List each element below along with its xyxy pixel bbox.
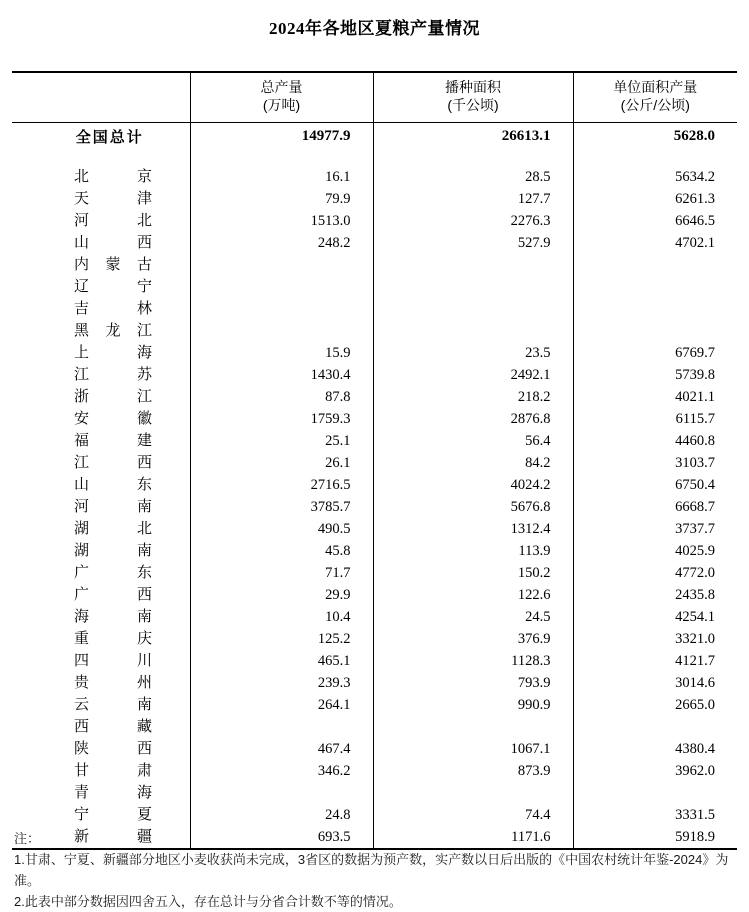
row-total-output: [190, 782, 373, 804]
row-total-output: 87.8: [190, 386, 373, 408]
column-header-yield: [573, 72, 737, 122]
row-region-name: [12, 694, 190, 716]
column-header-sown-area-unit: (千公顷): [447, 96, 499, 113]
table-row: [12, 672, 737, 694]
row-yield: 5634.2: [573, 166, 737, 188]
region-label: 四川: [74, 651, 152, 669]
region-label: 河北: [74, 211, 152, 229]
row-total-output: [190, 254, 373, 276]
row-yield: 3331.5: [573, 804, 737, 826]
table-row: [12, 254, 737, 276]
row-total-output: 125.2: [190, 628, 373, 650]
region-label: 甘肃: [74, 761, 152, 779]
row-region-name: [12, 232, 190, 254]
row-total-output: 248.2: [190, 232, 373, 254]
row-yield: 5918.9: [573, 826, 737, 849]
row-region-name: [12, 496, 190, 518]
row-sown-area: 1128.3: [373, 650, 573, 672]
row-total-output: 26.1: [190, 452, 373, 474]
table-row: [12, 320, 737, 342]
region-label: 山东: [74, 475, 152, 493]
row-total-output: 693.5: [190, 826, 373, 849]
column-header-sown-area-name: 播种面积: [445, 79, 501, 95]
row-region-name: [12, 452, 190, 474]
region-label: 江西: [74, 453, 152, 471]
row-yield: 3962.0: [573, 760, 737, 782]
row-region-name: [12, 672, 190, 694]
row-region-name: [12, 430, 190, 452]
table-row: [12, 386, 737, 408]
row-total-output: 2716.5: [190, 474, 373, 496]
row-total-output: 45.8: [190, 540, 373, 562]
row-yield: 6115.7: [573, 408, 737, 430]
note-item-2: 2.此表中部分数据因四舍五入，存在总计与分省合计数不等的情况。: [14, 894, 402, 910]
table-row: [12, 496, 737, 518]
row-sown-area: 122.6: [373, 584, 573, 606]
row-total-output: [190, 276, 373, 298]
row-sown-area: 1067.1: [373, 738, 573, 760]
row-sown-area: 2876.8: [373, 408, 573, 430]
region-label: 江苏: [74, 365, 152, 383]
row-yield: 2665.0: [573, 694, 737, 716]
region-label: 黑龙江: [74, 321, 152, 339]
national-total-label: 全国总计: [75, 128, 144, 146]
row-yield: 4702.1: [573, 232, 737, 254]
row-sown-area: 150.2: [373, 562, 573, 584]
row-region-name: [12, 254, 190, 276]
table-row: [12, 474, 737, 496]
row-sown-area: 23.5: [373, 342, 573, 364]
row-region-name: [12, 342, 190, 364]
row-sown-area: 1171.6: [373, 826, 573, 849]
row-region-name: [12, 650, 190, 672]
row-yield: 4254.1: [573, 606, 737, 628]
row-yield: 4025.9: [573, 540, 737, 562]
region-label: 湖北: [74, 519, 152, 537]
row-yield: 3737.7: [573, 518, 737, 540]
row-yield: 6646.5: [573, 210, 737, 232]
table-row: [12, 276, 737, 298]
region-label: 湖南: [74, 541, 152, 559]
row-yield: [573, 716, 737, 738]
row-sown-area: [373, 782, 573, 804]
table-row: [12, 628, 737, 650]
region-label: 上海: [74, 343, 152, 361]
row-yield: 3321.0: [573, 628, 737, 650]
row-region-name: [12, 562, 190, 584]
region-label: 内蒙古: [74, 255, 152, 273]
row-sown-area: 873.9: [373, 760, 573, 782]
row-total-output: 239.3: [190, 672, 373, 694]
table-row: [12, 232, 737, 254]
table-notes: [14, 828, 736, 912]
column-header-yield-name: 单位面积产量: [613, 79, 698, 95]
row-total-output: 25.1: [190, 430, 373, 452]
row-yield: 6261.3: [573, 188, 737, 210]
spacer-cell-output: [190, 152, 373, 166]
row-total-output: 264.1: [190, 694, 373, 716]
note-item-1: 1.甘肃、宁夏、新疆部分地区小麦收获尚未完成，3省区的数据为预产数，实产数以日后出版的《中国农村统计年鉴-2024》为准。: [14, 852, 729, 889]
row-total-output: 24.8: [190, 804, 373, 826]
row-total-output: 465.1: [190, 650, 373, 672]
row-sown-area: 56.4: [373, 430, 573, 452]
row-region-name: [12, 540, 190, 562]
page-title: 2024年各地区夏粮产量情况: [269, 19, 480, 38]
row-total-output: [190, 298, 373, 320]
region-label: 福建: [74, 431, 152, 449]
table-row-national-total: [12, 122, 737, 152]
region-label: 西藏: [74, 717, 152, 735]
region-label: 安徽: [74, 409, 152, 427]
region-label: 广东: [74, 563, 152, 581]
row-sown-area: 2276.3: [373, 210, 573, 232]
row-yield: [573, 254, 737, 276]
row-sown-area: [373, 276, 573, 298]
row-yield: 3014.6: [573, 672, 737, 694]
row-yield: 6668.7: [573, 496, 737, 518]
row-sown-area: 113.9: [373, 540, 573, 562]
table-row: [12, 430, 737, 452]
region-label: 云南: [74, 695, 152, 713]
row-total-output: 71.7: [190, 562, 373, 584]
region-label: 新疆: [74, 827, 152, 845]
column-header-total-output: [190, 72, 373, 122]
table-row: [12, 342, 737, 364]
row-sown-area: 28.5: [373, 166, 573, 188]
row-yield: 6769.7: [573, 342, 737, 364]
row-sown-area: 990.9: [373, 694, 573, 716]
row-region-name: [12, 716, 190, 738]
region-label: 河南: [74, 497, 152, 515]
row-region-name: [12, 804, 190, 826]
table-row: [12, 694, 737, 716]
national-total-yield: 5628.0: [573, 122, 737, 152]
row-sown-area: 4024.2: [373, 474, 573, 496]
row-total-output: 1513.0: [190, 210, 373, 232]
row-sown-area: 218.2: [373, 386, 573, 408]
table-row: [12, 760, 737, 782]
row-sown-area: 1312.4: [373, 518, 573, 540]
row-sown-area: [373, 716, 573, 738]
table-row: [12, 188, 737, 210]
row-sown-area: 376.9: [373, 628, 573, 650]
row-sown-area: 74.4: [373, 804, 573, 826]
spacer-cell-area: [373, 152, 573, 166]
row-region-name: [12, 320, 190, 342]
column-header-total-output-unit-name: 总产量: [260, 79, 303, 95]
row-region-name: [12, 364, 190, 386]
row-yield: 6750.4: [573, 474, 737, 496]
row-sown-area: [373, 320, 573, 342]
region-label: 贵州: [74, 673, 152, 691]
table-spacer-row: [12, 152, 737, 166]
row-total-output: 3785.7: [190, 496, 373, 518]
row-region-name: [12, 166, 190, 188]
row-total-output: 490.5: [190, 518, 373, 540]
row-total-output: 10.4: [190, 606, 373, 628]
notes-label: 注：: [14, 831, 41, 846]
row-yield: 5739.8: [573, 364, 737, 386]
table-row: [12, 452, 737, 474]
row-yield: 4380.4: [573, 738, 737, 760]
row-region-name: [12, 298, 190, 320]
row-yield: [573, 320, 737, 342]
row-region-name: [12, 408, 190, 430]
region-label: 广西: [74, 585, 152, 603]
row-total-output: 1759.3: [190, 408, 373, 430]
table-row: [12, 166, 737, 188]
row-region-name: [12, 188, 190, 210]
table-head: [12, 72, 737, 122]
row-sown-area: [373, 254, 573, 276]
row-total-output: [190, 320, 373, 342]
row-total-output: [190, 716, 373, 738]
row-sown-area: 84.2: [373, 452, 573, 474]
row-sown-area: 2492.1: [373, 364, 573, 386]
column-header-sown-area: [373, 72, 573, 122]
row-total-output: 1430.4: [190, 364, 373, 386]
table-row: [12, 650, 737, 672]
row-total-output: 79.9: [190, 188, 373, 210]
region-label: 青海: [74, 783, 152, 801]
row-sown-area: 527.9: [373, 232, 573, 254]
row-yield: 3103.7: [573, 452, 737, 474]
row-total-output: 29.9: [190, 584, 373, 606]
row-region-name: [12, 518, 190, 540]
national-total-output: 14977.9: [190, 122, 373, 152]
row-region-name: [12, 276, 190, 298]
region-label: 北京: [74, 167, 152, 185]
row-sown-area: 5676.8: [373, 496, 573, 518]
table-row: [12, 738, 737, 760]
table-row: [12, 606, 737, 628]
row-region-name: [12, 738, 190, 760]
table-row: [12, 518, 737, 540]
region-label: 天津: [74, 189, 152, 207]
row-total-output: 346.2: [190, 760, 373, 782]
region-label: 重庆: [74, 629, 152, 647]
row-yield: 4460.8: [573, 430, 737, 452]
region-label: 吉林: [74, 299, 152, 317]
region-label: 陕西: [74, 739, 152, 757]
table-row: [12, 408, 737, 430]
row-yield: 2435.8: [573, 584, 737, 606]
region-label: 宁夏: [74, 805, 152, 823]
row-yield: 4772.0: [573, 562, 737, 584]
data-table: [12, 71, 737, 850]
row-yield: 4021.1: [573, 386, 737, 408]
row-region-name: [12, 628, 190, 650]
row-sown-area: 793.9: [373, 672, 573, 694]
spacer-cell-region: [12, 152, 190, 166]
table-body: [12, 122, 737, 849]
row-region-name: [12, 584, 190, 606]
row-sown-area: 127.7: [373, 188, 573, 210]
table-row: [12, 804, 737, 826]
row-sown-area: [373, 298, 573, 320]
row-region-name: [12, 210, 190, 232]
row-yield: 4121.7: [573, 650, 737, 672]
table-row: [12, 540, 737, 562]
spacer-cell-yield: [573, 152, 737, 166]
table-row: [12, 364, 737, 386]
row-region-name: [12, 760, 190, 782]
table-row: [12, 562, 737, 584]
row-region-name: [12, 782, 190, 804]
column-header-total-output-unit: (万吨): [262, 96, 301, 113]
row-yield: [573, 276, 737, 298]
row-region-name: [12, 606, 190, 628]
column-header-yield-unit: (公斤/公顷): [620, 96, 690, 113]
region-label: 浙江: [74, 387, 152, 405]
row-total-output: 467.4: [190, 738, 373, 760]
row-sown-area: 24.5: [373, 606, 573, 628]
row-yield: [573, 298, 737, 320]
region-label: 海南: [74, 607, 152, 625]
region-label: 辽宁: [74, 277, 152, 295]
row-region-name: [12, 474, 190, 496]
region-label: 山西: [74, 233, 152, 251]
table-row: [12, 716, 737, 738]
row-yield: [573, 782, 737, 804]
row-total-output: 16.1: [190, 166, 373, 188]
table-row: [12, 298, 737, 320]
table-row: [12, 584, 737, 606]
table-row: [12, 210, 737, 232]
column-header-region: [12, 72, 190, 122]
national-total-sown-area: 26613.1: [373, 122, 573, 152]
row-region-name: [12, 386, 190, 408]
table-row: [12, 782, 737, 804]
row-total-output: 15.9: [190, 342, 373, 364]
table-header-row: [12, 72, 737, 122]
summer-grain-output-table: [12, 71, 737, 850]
